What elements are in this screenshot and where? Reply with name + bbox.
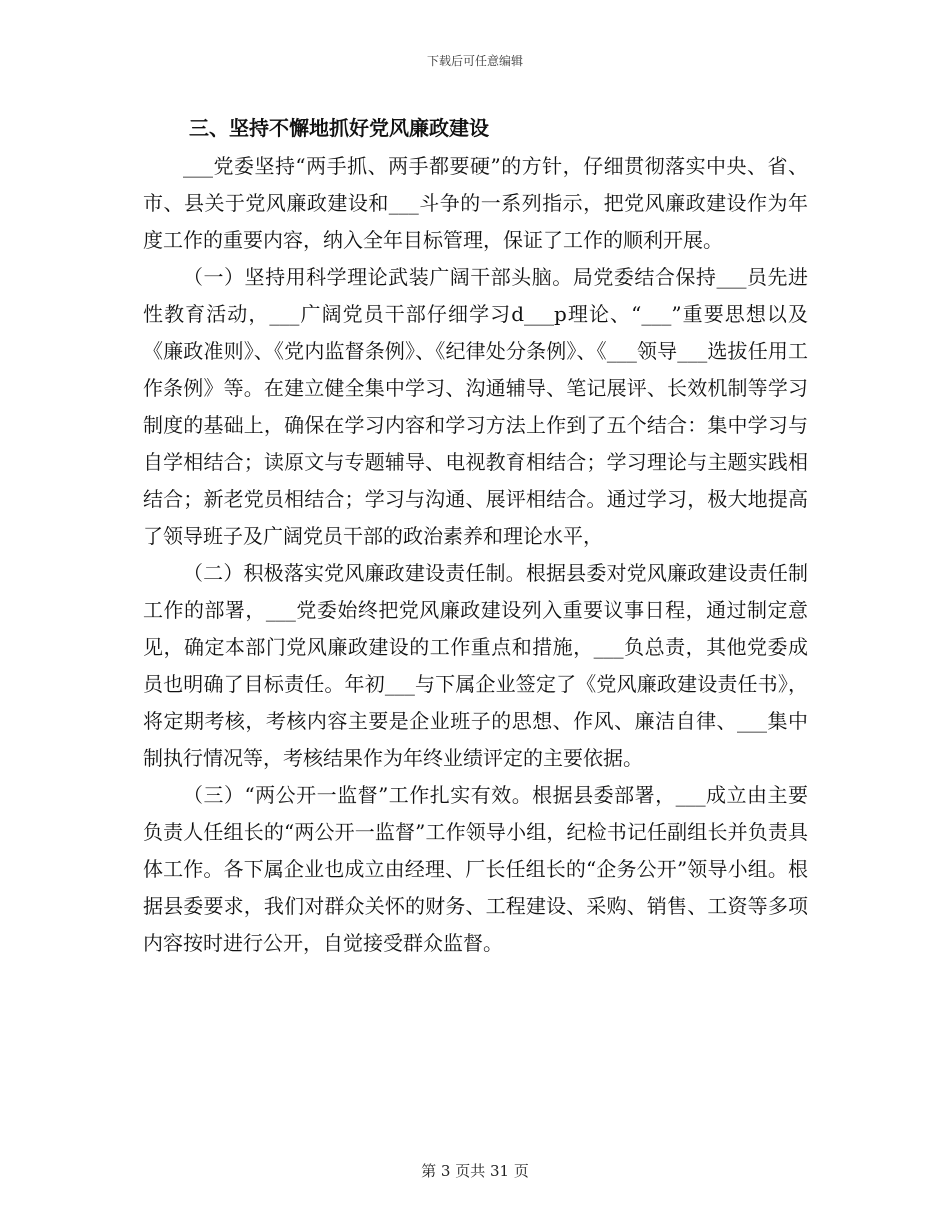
paragraph-item-2: （二）积极落实党风廉政建设责任制。根据县委对党风廉政建设责任制工作的部署，___党委始终把党风廉政建设列入重要议事日程，通过制定意见，确定本部门党风廉政建设的工作重点和措施，___负总责，其他党委成员也明确了目标责任。年初___与下属企业签定了《党风廉政建设责任书》，将定期考核，考核内容主要是企业班子的思想、作风、廉洁自律、___集中制执行情况等，考核结果作为年终业绩评定的主要依据。 bbox=[143, 561, 808, 770]
section-heading: 三、坚持不懈地抓好党风廉政建设 bbox=[189, 116, 489, 140]
page-header-note: 下载后可任意编辑 bbox=[426, 54, 523, 68]
paragraph-item-3: （三）“两公开一监督”工作扎实有效。根据县委部署，___成立由主要负责人任组长的“两公开一监督”工作领导小组，纪检书记任副组长并负责具体工作。各下属企业也成立由经理、厂长任组长的“企务公开”领导小组。根据县委要求，我们对群众关怀的财务、工程建设、采购、销售、工资等多项内容按时进行公开，自觉接受群众监督。 bbox=[143, 783, 808, 955]
document-body bbox=[143, 112, 808, 962]
paragraph-item-1: （一）坚持用科学理论武装广阔干部头脑。局党委结合保持___员先进性教育活动，___广阔党员干部仔细学习d___p理论、“___”重要思想以及《廉政准则》、《党内监督条例》、《纪律处分条例》、《___领导___选拔任用工作条例》等。在建立健全集中学习、沟通辅导、笔记展评、长效机制等学习制度的基础上，确保在学习内容和学习方法上作到了五个结合：集中学习与自学相结合；读原文与专题辅导、电视教育相结合；学习理论与主题实践相结合；新老党员相结合；学习与沟通、展评相结合。通过学习，极大地提高了领导班子及广阔党员干部的政治素养和理论水平， bbox=[143, 265, 808, 548]
page-number: 第 3 页共 31 页 bbox=[421, 1162, 529, 1180]
paragraph-intro: ___党委坚持“两手抓、两手都要硬”的方针，仔细贯彻落实中央、省、市、县关于党风廉政建设和___斗争的一系列指示，把党风廉政建设作为年度工作的重要内容，纳入全年目标管理，保证了工作的顺利开展。 bbox=[143, 154, 808, 252]
